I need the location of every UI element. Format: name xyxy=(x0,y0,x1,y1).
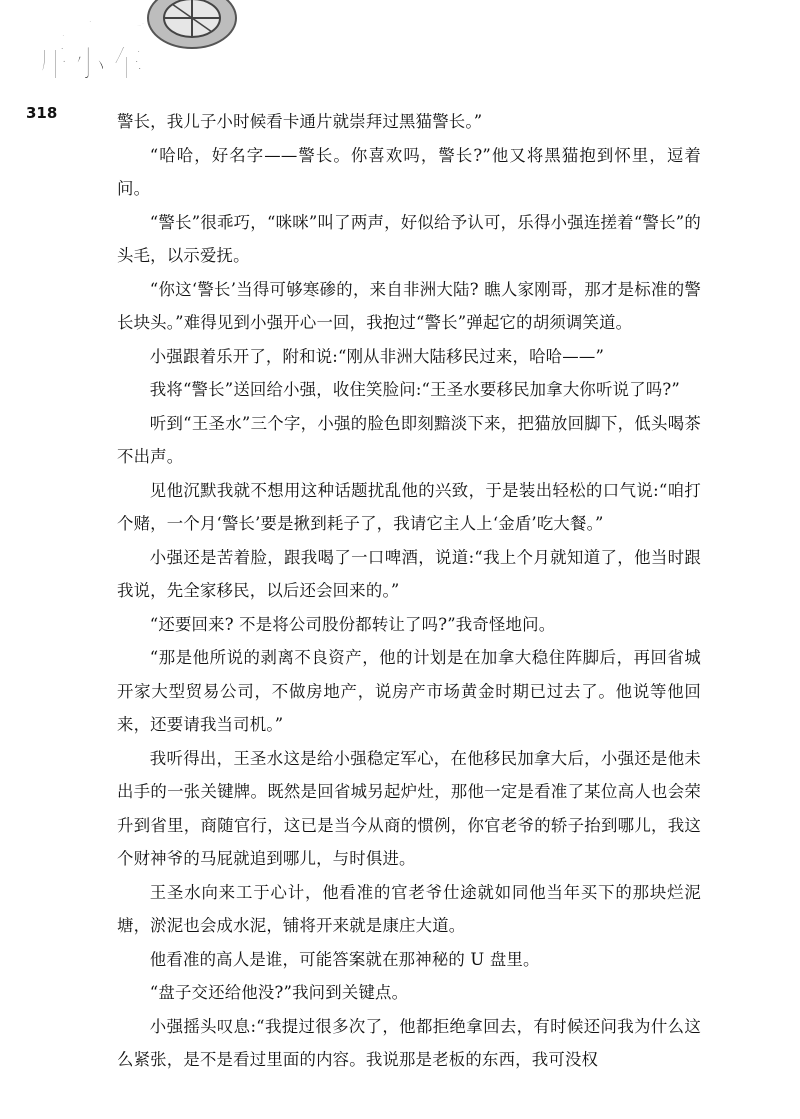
paragraph: 见他沉默我就不想用这种话题扰乱他的兴致，于是装出轻松的口气说:“咱打个赌，一个月‘警长’要是揪到耗子了，我请它主人上‘金盾’吃大餐。” xyxy=(117,480,701,533)
paragraph: 我将“警长”送回给小强，收住笑脸问:“王圣水要移民加拿大你听说了吗?” xyxy=(149,380,680,399)
paragraph: 小强跟着乐开了，附和说:“刚从非洲大陆移民过来，哈哈——” xyxy=(149,346,605,366)
body-text xyxy=(117,105,701,1077)
paragraph: “盘子交还给他没?”我问到关键点。 xyxy=(149,983,409,1002)
book-logo xyxy=(22,0,222,86)
logo-title-line1: 我给领导 xyxy=(40,12,149,42)
paragraph: 小强摇头叹息:“我提过很多次了，他都拒绝拿回去，有时候还问我为什么这么紧张，是不是看过里面的内容。我说那是老板的东西，我可没权 xyxy=(117,1016,701,1069)
paragraph: “哈哈，好名字——警长。你喜欢吗，警长?”他又将黑猫抱到怀里，逗着问。 xyxy=(117,145,701,198)
paragraph: “那是他所说的剥离不良资产，他的计划是在加拿大稳住阵脚后，再回省城开家大型贸易公司，不做房地产，说房产市场黄金时期已过去了。他说等他回来，还要请我当司机。” xyxy=(117,648,701,734)
page-number: 318 xyxy=(26,104,58,122)
paragraph: “还要回来? 不是将公司股份都转让了吗?”我奇怪地问。 xyxy=(149,614,556,634)
paragraph: 警长，我儿子小时候看卡通片就崇拜过黑猫警长。” xyxy=(117,112,483,131)
paragraph: 听到“王圣水”三个字，小强的脸色即刻黯淡下来，把猫放回脚下，低头喝茶不出声。 xyxy=(117,413,701,466)
car-wheel-icon xyxy=(142,0,242,60)
paragraph: “你这‘警长’当得可够寒碜的，来自非洲大陆? 瞧人家刚哥，那才是标准的警长块头。”难得见到小强开心一回，我抱过“警长”弹起它的胡须调笑道。 xyxy=(117,279,701,332)
logo-title-line2: 开小车 xyxy=(32,44,147,85)
paragraph: “警长”很乖巧，“咪咪”叫了两声，好似给予认可，乐得小强连搓着“警长”的头毛，以示爱抚。 xyxy=(117,212,701,265)
paragraph: 他看准的高人是谁，可能答案就在那神秘的 U 盘里。 xyxy=(149,949,540,969)
paragraph: 小强还是苦着脸，跟我喝了一口啤酒，说道:“我上个月就知道了，他当时跟我说，先全家移民，以后还会回来的。” xyxy=(117,547,701,600)
paragraph: 王圣水向来工于心计，他看准的官老爷仕途就如同他当年买下的那块烂泥塘，淤泥也会成水泥，铺将开来就是康庄大道。 xyxy=(117,882,701,935)
paragraph: 我听得出，王圣水这是给小强稳定军心，在他移民加拿大后，小强还是他未出手的一张关键牌。既然是回省城另起炉灶，那他一定是看准了某位高人也会荣升到省里，商随官行，这已是当今从商的惯例，你官老爷的轿子抬到哪儿，我这个财神爷的马屁就追到哪儿，与时俱进。 xyxy=(117,748,701,868)
